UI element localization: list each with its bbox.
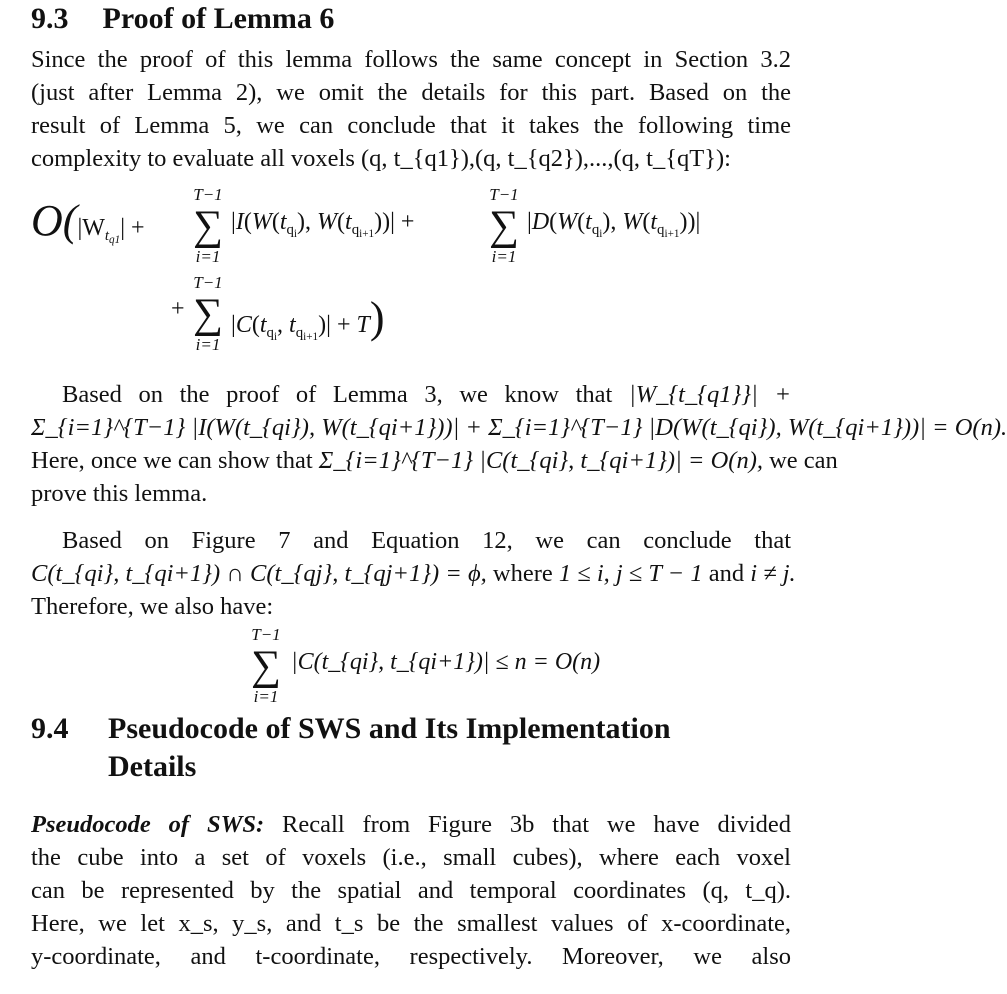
- paragraph-1: [31, 43, 791, 175]
- text-line: Since the proof of this lemma follows the same concept in Section 3.2: [31, 46, 791, 73]
- text-line: y-coordinate, and t-coordinate, respectively. Moreover, we also: [31, 943, 791, 970]
- text-fragment: we can: [769, 447, 838, 474]
- sum-upper-limit: T−1: [251, 625, 281, 644]
- text-line: [31, 557, 796, 590]
- text-fragment: Based on the proof of Lemma 3, we know that: [62, 381, 613, 408]
- text-line: [31, 808, 791, 841]
- sum-symbol: T−1 ∑ i=1: [489, 185, 519, 266]
- text-fragment: where: [492, 560, 553, 587]
- equation-term-C: $|C(t_{qi}$, $t_{qi+1})| + T$): [231, 293, 385, 343]
- math-inline: 1 ≤ i, j ≤ T − 1: [558, 560, 703, 587]
- sum-lower-limit: i=1: [491, 247, 517, 266]
- paragraph-3: [31, 524, 796, 623]
- sum-upper-limit: T−1: [193, 273, 223, 292]
- paragraph-lead: Pseudocode of SWS:: [31, 811, 265, 838]
- text-line: prove this lemma.: [31, 480, 208, 507]
- section-title-line: Details: [108, 750, 197, 783]
- sum-lower-limit: i=1: [195, 247, 221, 266]
- equation-term-D: $|D(W(t_{qi})$, $W(t_{qi+1}))|$: [527, 209, 701, 240]
- section-heading-9-3: [31, 2, 334, 36]
- text-line: result of Lemma 5, we can conclude that it takes the following time: [31, 112, 791, 139]
- sum-symbol: T−1 ∑ i=1: [251, 625, 281, 706]
- sum-upper-limit: T−1: [193, 185, 223, 204]
- text-line: Based on Figure 7 and Equation 12, we can conclude that: [62, 527, 791, 554]
- math-inline: |W_{t_{q1}}| +: [628, 381, 791, 408]
- section-number: 9.4: [31, 712, 69, 745]
- text-line: Here, we let x_s, y_s, and t_s be the smallest values of x-coordinate,: [31, 910, 791, 937]
- text-line: complexity to evaluate all voxels (q, t_{q1}),(q, t_{q2}),...,(q, t_{qT}):: [31, 145, 731, 172]
- math-inline: C(t_{qi}, t_{qi+1}) ∩ C(t_{qj}, t_{qj+1}) = ϕ,: [31, 560, 487, 587]
- text-line: (just after Lemma 2), we omit the details for this part. Based on the: [31, 79, 791, 106]
- equation-row-1: $O(|W_{tq1}|$ +: [31, 196, 145, 246]
- equation-term-I: $|I(W(t_{qi})$, $W(t_{qi+1}))|$ +: [231, 209, 415, 240]
- equation-body: |C(t_{qi}, t_{qi+1})| ≤ n = O(n): [291, 649, 601, 675]
- math-inline: i ≠ j.: [750, 560, 796, 587]
- equation-bound: [251, 625, 611, 705]
- paragraph-2: [31, 378, 1007, 510]
- sum-symbol: T−1 ∑ i=1: [193, 185, 223, 266]
- sum-lower-limit: i=1: [195, 335, 221, 354]
- paragraph-4: [31, 808, 791, 973]
- section-number: 9.3: [31, 2, 69, 35]
- section-title-line: Pseudocode of SWS and Its Implementation: [108, 712, 671, 745]
- text-fragment: Here, once we can show that: [31, 447, 313, 474]
- text-line: Therefore, we also have:: [31, 593, 274, 620]
- section-title: Proof of Lemma 6: [102, 2, 335, 35]
- sum-upper-limit: T−1: [489, 185, 519, 204]
- text-fragment: and: [708, 560, 745, 587]
- text-line: the cube into a set of voxels (i.e., small cubes), where each voxel: [31, 844, 791, 871]
- sum-symbol: T−1 ∑ i=1: [193, 273, 223, 354]
- equation-row-2: +: [171, 296, 185, 322]
- math-inline: Σ_{i=1}^{T−1} |C(t_{qi}, t_{qi+1})| = O(n),: [318, 447, 763, 474]
- text-fragment: Recall from Figure 3b that we have divided: [282, 811, 792, 838]
- text-line: [31, 444, 838, 477]
- sum-lower-limit: i=1: [253, 687, 279, 706]
- equation-complexity: [31, 185, 791, 355]
- math-line: Σ_{i=1}^{T−1} |I(W(t_{qi}), W(t_{qi+1}))| + Σ_{i=1}^{T−1} |D(W(t_{qi}), W(t_{qi+1}))| = O(n).: [31, 414, 1007, 441]
- text-line: [31, 378, 791, 411]
- text-line: can be represented by the spatial and temporal coordinates (q, t_q).: [31, 877, 791, 904]
